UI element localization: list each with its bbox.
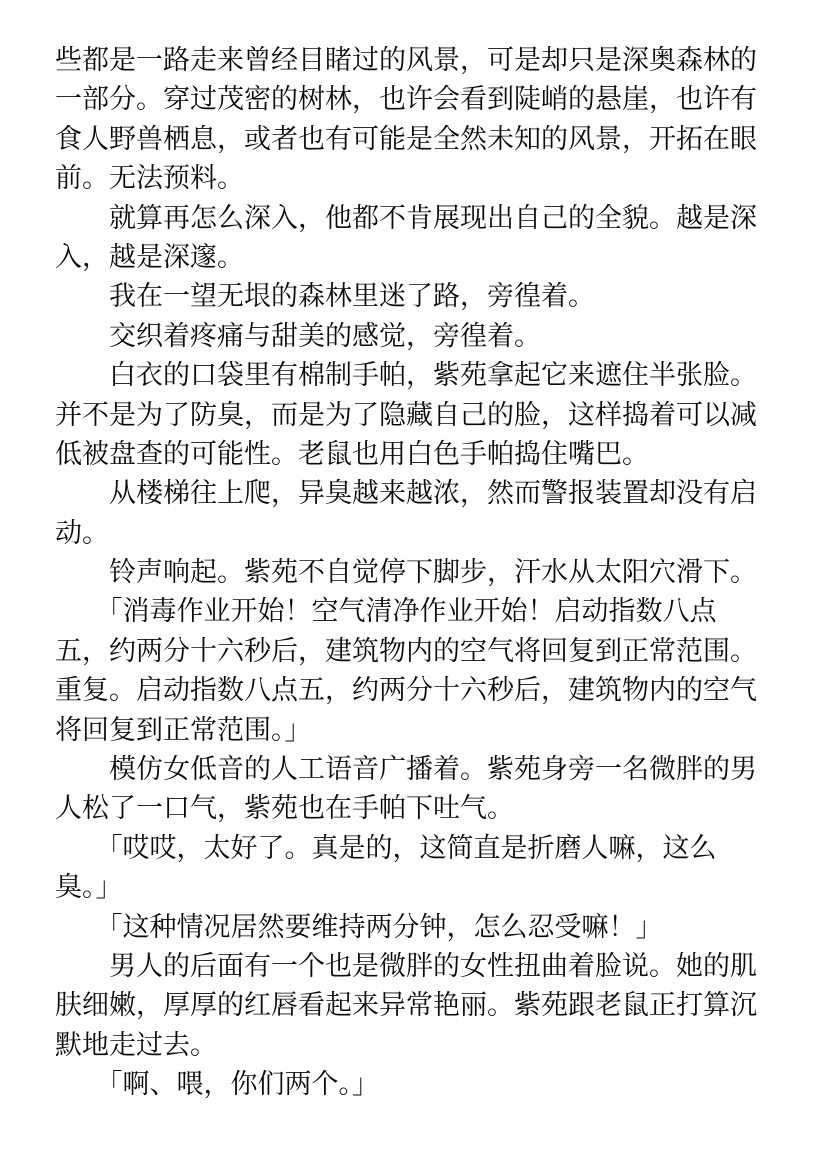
text-line: 就算再怎么深入，他都不肯展现出自己的全貌。越是深 <box>55 202 757 233</box>
text-line: 「哎哎，太好了。真是的，这简直是折磨人嘛，这么 <box>55 832 717 863</box>
text-line: 些都是一路走来曾经目睹过的风景，可是却只是深奥森林的 <box>55 45 757 75</box>
text-line: 将回复到正常范围。」 <box>55 714 312 745</box>
text-line: 「这种情况居然要维持两分钟，怎么忍受嘛！」 <box>55 911 663 942</box>
text-line: 重复。启动指数八点五，约两分十六秒后，建筑物内的空气 <box>55 675 757 706</box>
text-line: 臭。」 <box>55 872 123 903</box>
text-line: 交织着疼痛与甜美的感觉，旁徨着。 <box>55 320 541 351</box>
page-text <box>55 41 795 1105</box>
text-line: 前。无法预料。 <box>55 163 244 194</box>
text-line: 低被盘查的可能性。老鼠也用白色手帕捣住嘴巴。 <box>55 438 649 469</box>
text-line: 五，约两分十六秒后，建筑物内的空气将回复到正常范围。 <box>55 635 757 666</box>
text-line: 入，越是深邃。 <box>55 241 244 272</box>
text-line: 铃声响起。紫苑不自觉停下脚步，汗水从太阳穴滑下。 <box>55 557 757 588</box>
text-line: 默地走过去。 <box>55 1029 217 1060</box>
text-line: 白衣的口袋里有棉制手帕，紫苑拿起它来遮住半张脸。 <box>55 360 757 391</box>
text-line: 食人野兽栖息，或者也有可能是全然未知的风景，开拓在眼 <box>55 123 757 154</box>
text-line: 「啊、喂，你们两个。」 <box>55 1069 379 1100</box>
text-line: 并不是为了防臭，而是为了隐藏自己的脸，这样捣着可以减 <box>55 399 757 430</box>
text-line: 人松了一口气，紫苑也在手帕下吐气。 <box>55 793 514 824</box>
text-line: 我在一望无垠的森林里迷了路，旁徨着。 <box>55 281 595 312</box>
text-line: 动。 <box>55 517 109 548</box>
text-line: 「消毒作业开始！空气清净作业开始！启动指数八点 <box>55 596 717 627</box>
text-line: 肤细嫩，厚厚的红唇看起来异常艳丽。紫苑跟老鼠正打算沉 <box>55 990 757 1021</box>
text-line: 从楼梯往上爬，异臭越来越浓，然而警报装置却没有启 <box>55 478 757 509</box>
text-line: 模仿女低音的人工语音广播着。紫苑身旁一名微胖的男 <box>55 754 757 785</box>
text-line: 男人的后面有一个也是微胖的女性扭曲着脸说。她的肌 <box>55 950 757 981</box>
text-line: 一部分。穿过茂密的树林，也许会看到陡峭的悬崖，也许有 <box>55 84 757 115</box>
